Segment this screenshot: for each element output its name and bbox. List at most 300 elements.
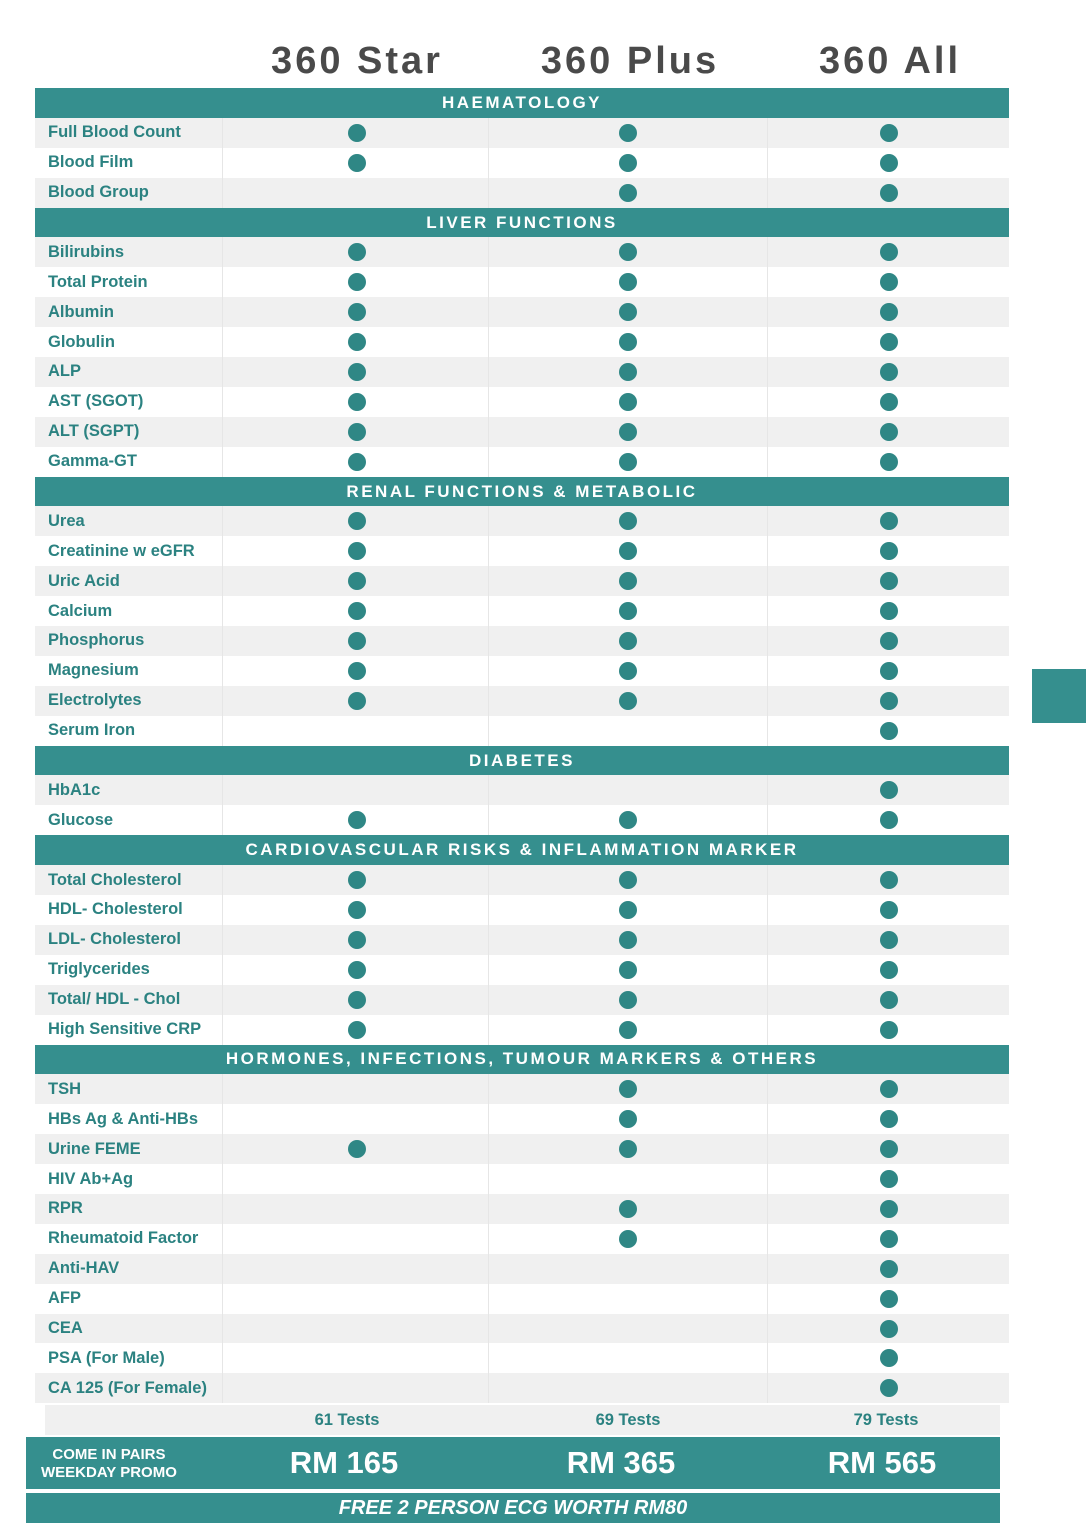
test-row [35,1074,1009,1104]
column-divider [767,775,768,805]
column-divider [767,925,768,955]
test-name: Uric Acid [48,571,120,590]
column-divider [222,267,223,297]
column-divider [488,357,489,387]
included-dot-icon [348,602,366,620]
column-divider [222,865,223,895]
test-name: Total Cholesterol [48,870,182,889]
test-row [35,1284,1009,1314]
included-dot-icon [619,243,637,261]
test-name: Magnesium [48,661,139,680]
section-title: DIABETES [469,750,575,770]
promo-bar [26,1437,1000,1489]
test-row [35,178,1009,208]
column-divider [222,686,223,716]
test-name: Rheumatoid Factor [48,1229,199,1248]
column-divider [222,1343,223,1373]
included-dot-icon [619,1140,637,1158]
test-row [35,925,1009,955]
included-dot-icon [348,542,366,560]
included-dot-icon [880,632,898,650]
column-divider [222,357,223,387]
included-dot-icon [619,154,637,172]
column-divider [767,1314,768,1344]
included-dot-icon [880,273,898,291]
included-dot-icon [619,333,637,351]
test-row [35,1224,1009,1254]
test-name: Total Protein [48,272,148,291]
column-divider [222,1015,223,1045]
column-divider [767,596,768,626]
price-all: RM 565 [827,1445,937,1480]
column-divider [222,148,223,178]
column-divider [488,1074,489,1104]
included-dot-icon [880,1290,898,1308]
column-divider [767,865,768,895]
test-row [35,1373,1009,1403]
included-dot-icon [619,572,637,590]
column-divider [488,1284,489,1314]
totals-row [45,1405,1000,1435]
test-name: AFP [48,1289,81,1308]
column-divider [488,596,489,626]
test-row [35,566,1009,596]
plan-name-all: 360 All [818,40,962,82]
column-divider [488,805,489,835]
test-row [35,148,1009,178]
price-star: RM 165 [289,1445,399,1480]
test-row [35,1314,1009,1344]
test-name: RPR [48,1199,83,1218]
test-row [35,1164,1009,1194]
column-divider [767,955,768,985]
total-star: 61 Tests [314,1410,380,1429]
side-tab[interactable] [1032,669,1086,723]
included-dot-icon [880,184,898,202]
column-divider [767,237,768,267]
test-row [35,417,1009,447]
test-row [35,267,1009,297]
column-divider [488,1015,489,1045]
column-divider [767,1254,768,1284]
column-divider [767,626,768,656]
test-row [35,1343,1009,1373]
included-dot-icon [880,811,898,829]
test-row [35,716,1009,746]
test-name: Phosphorus [48,631,145,650]
test-name: Blood Group [48,183,149,202]
column-divider [767,417,768,447]
included-dot-icon [619,423,637,441]
included-dot-icon [348,572,366,590]
column-divider [222,1314,223,1344]
test-name: Blood Film [48,153,134,172]
column-divider [488,686,489,716]
column-divider [222,1074,223,1104]
included-dot-icon [348,512,366,530]
test-row [35,865,1009,895]
column-divider [488,1134,489,1164]
included-dot-icon [880,1080,898,1098]
column-divider [488,1194,489,1224]
included-dot-icon [880,154,898,172]
column-divider [767,118,768,148]
column-divider [222,1164,223,1194]
ecg-offer-bar [26,1493,1000,1523]
section-header [35,835,1009,865]
column-divider [222,327,223,357]
column-divider [767,178,768,208]
ecg-offer-text: FREE 2 PERSON ECG WORTH RM80 [338,1496,688,1519]
column-divider [488,1314,489,1344]
column-divider [767,686,768,716]
column-divider [767,267,768,297]
included-dot-icon [619,692,637,710]
test-name: HbA1c [48,780,101,799]
included-dot-icon [880,124,898,142]
test-name: PSA (For Male) [48,1348,165,1367]
test-row [35,805,1009,835]
column-divider [488,1104,489,1134]
column-divider [488,566,489,596]
section-title: HORMONES, INFECTIONS, TUMOUR MARKERS & OTHERS [225,1049,819,1069]
column-divider [222,1194,223,1224]
included-dot-icon [619,273,637,291]
section-title: HAEMATOLOGY [441,92,603,112]
included-dot-icon [880,453,898,471]
column-divider [222,985,223,1015]
column-divider [488,955,489,985]
total-all: 79 Tests [853,1410,919,1429]
column-divider [488,865,489,895]
column-divider [222,1104,223,1134]
column-divider [488,1224,489,1254]
column-divider [488,506,489,536]
included-dot-icon [880,1349,898,1367]
column-divider [767,297,768,327]
included-dot-icon [619,1021,637,1039]
section-title: CARDIOVASCULAR RISKS & INFLAMMATION MARKER [245,840,799,860]
test-row [35,387,1009,417]
test-row [35,686,1009,716]
column-divider [488,1343,489,1373]
included-dot-icon [880,1140,898,1158]
included-dot-icon [619,453,637,471]
section-header [35,746,1009,776]
column-divider [488,237,489,267]
included-dot-icon [348,662,366,680]
test-row [35,775,1009,805]
column-divider [222,566,223,596]
included-dot-icon [619,184,637,202]
test-row [35,237,1009,267]
section-header [35,208,1009,238]
test-name: Creatinine w eGFR [48,541,195,560]
test-name: High Sensitive CRP [48,1020,202,1039]
included-dot-icon [880,542,898,560]
column-divider [222,596,223,626]
test-row [35,118,1009,148]
included-dot-icon [619,1110,637,1128]
column-divider [222,297,223,327]
included-dot-icon [348,692,366,710]
test-name: HBs Ag & Anti-HBs [48,1109,199,1128]
section-title: RENAL FUNCTIONS & METABOLIC [346,481,698,501]
section-title: LIVER FUNCTIONS [426,212,618,232]
test-name: TSH [48,1079,81,1098]
included-dot-icon [880,692,898,710]
column-divider [222,536,223,566]
test-name: Electrolytes [48,691,142,710]
test-row [35,1134,1009,1164]
column-divider [767,1224,768,1254]
column-divider [488,118,489,148]
column-divider [222,656,223,686]
included-dot-icon [348,243,366,261]
column-divider [767,1015,768,1045]
test-name: Triglycerides [48,960,150,979]
promo-label [41,1446,177,1482]
column-divider [222,447,223,477]
column-divider [488,327,489,357]
included-dot-icon [619,632,637,650]
included-dot-icon [619,303,637,321]
plan-name-star: 360 Star [271,40,443,82]
test-name: CA 125 (For Female) [48,1378,207,1397]
test-name: ALT (SGPT) [48,422,140,441]
included-dot-icon [880,602,898,620]
column-divider [222,955,223,985]
column-divider [488,626,489,656]
column-divider [488,387,489,417]
included-dot-icon [619,662,637,680]
test-row [35,1015,1009,1045]
column-divider [767,656,768,686]
included-dot-icon [619,991,637,1009]
section-header [35,477,1009,507]
test-name: Glucose [48,810,114,829]
included-dot-icon [348,393,366,411]
test-name: Albumin [48,302,114,321]
included-dot-icon [880,662,898,680]
test-row [35,297,1009,327]
included-dot-icon [619,931,637,949]
column-divider [488,417,489,447]
test-row [35,357,1009,387]
column-divider [488,148,489,178]
column-divider [222,417,223,447]
included-dot-icon [880,572,898,590]
test-name: LDL- Cholesterol [48,930,181,949]
column-divider [488,1373,489,1403]
included-dot-icon [880,1260,898,1278]
column-divider [222,805,223,835]
column-divider [222,775,223,805]
included-dot-icon [880,722,898,740]
test-name: ALP [48,362,81,381]
column-divider [488,775,489,805]
included-dot-icon [619,961,637,979]
column-divider [767,1134,768,1164]
column-divider [488,1254,489,1284]
test-name: Calcium [48,601,113,620]
column-divider [222,1134,223,1164]
column-divider [222,387,223,417]
section-header [35,1045,1009,1075]
included-dot-icon [880,333,898,351]
test-row [35,327,1009,357]
column-divider [767,536,768,566]
column-divider [488,895,489,925]
test-row [35,895,1009,925]
included-dot-icon [619,124,637,142]
included-dot-icon [619,393,637,411]
test-name: Serum Iron [48,721,136,740]
included-dot-icon [880,423,898,441]
column-divider [767,895,768,925]
column-divider [767,447,768,477]
test-row [35,985,1009,1015]
included-dot-icon [348,871,366,889]
comparison-table [35,88,1009,1403]
test-name: Urine FEME [48,1139,141,1158]
included-dot-icon [880,1200,898,1218]
column-divider [222,178,223,208]
column-divider [488,985,489,1015]
price-plus: RM 365 [566,1445,676,1480]
column-divider [767,1373,768,1403]
test-row [35,1194,1009,1224]
included-dot-icon [880,1320,898,1338]
included-dot-icon [348,1021,366,1039]
test-name: Globulin [48,332,115,351]
included-dot-icon [348,991,366,1009]
included-dot-icon [619,1230,637,1248]
column-divider [488,1164,489,1194]
included-dot-icon [880,901,898,919]
column-divider [767,805,768,835]
included-dot-icon [880,243,898,261]
test-row [35,596,1009,626]
included-dot-icon [348,1140,366,1158]
test-name: Anti-HAV [48,1259,120,1278]
column-divider [222,237,223,267]
column-divider [222,716,223,746]
test-row [35,447,1009,477]
included-dot-icon [619,512,637,530]
test-name: Gamma-GT [48,452,137,471]
column-divider [222,925,223,955]
included-dot-icon [880,1021,898,1039]
included-dot-icon [348,811,366,829]
column-divider [222,506,223,536]
test-name: Total/ HDL - Chol [48,990,181,1009]
column-divider [767,1164,768,1194]
included-dot-icon [348,124,366,142]
column-divider [222,1373,223,1403]
included-dot-icon [880,512,898,530]
column-divider [488,656,489,686]
column-divider [488,925,489,955]
included-dot-icon [880,961,898,979]
test-name: HDL- Cholesterol [48,900,183,919]
column-divider [767,148,768,178]
included-dot-icon [880,1230,898,1248]
column-divider [488,178,489,208]
included-dot-icon [619,901,637,919]
test-row [35,1254,1009,1284]
included-dot-icon [348,901,366,919]
test-row [35,656,1009,686]
column-divider [222,626,223,656]
column-divider [488,536,489,566]
column-divider [767,566,768,596]
included-dot-icon [880,363,898,381]
included-dot-icon [880,1110,898,1128]
column-divider [767,1194,768,1224]
column-divider [222,1254,223,1284]
column-divider [767,387,768,417]
test-name: AST (SGOT) [48,392,144,411]
promo-label-line2: WEEKDAY PROMO [41,1464,177,1481]
included-dot-icon [348,273,366,291]
included-dot-icon [880,1170,898,1188]
column-divider [767,1343,768,1373]
test-name: Urea [48,511,85,530]
plan-name-plus: 360 Plus [540,40,720,82]
included-dot-icon [880,1379,898,1397]
included-dot-icon [619,871,637,889]
included-dot-icon [880,393,898,411]
included-dot-icon [880,931,898,949]
included-dot-icon [348,154,366,172]
test-row [35,506,1009,536]
included-dot-icon [619,811,637,829]
included-dot-icon [348,453,366,471]
included-dot-icon [348,632,366,650]
column-divider [767,985,768,1015]
included-dot-icon [348,363,366,381]
included-dot-icon [619,1200,637,1218]
test-row [35,1104,1009,1134]
column-divider [222,895,223,925]
column-divider [767,1284,768,1314]
test-name: CEA [48,1318,83,1337]
included-dot-icon [880,303,898,321]
column-divider [767,506,768,536]
included-dot-icon [619,602,637,620]
column-divider [488,297,489,327]
included-dot-icon [348,961,366,979]
section-header [35,88,1009,118]
included-dot-icon [348,423,366,441]
promo-label-line1: COME IN PAIRS [52,1446,166,1463]
column-divider [767,716,768,746]
included-dot-icon [880,871,898,889]
column-divider [767,357,768,387]
column-divider [222,1224,223,1254]
column-divider [767,1104,768,1134]
plan-header [222,40,1009,88]
column-divider [767,1074,768,1104]
included-dot-icon [348,303,366,321]
column-divider [767,327,768,357]
test-row [35,626,1009,656]
included-dot-icon [619,1080,637,1098]
included-dot-icon [348,333,366,351]
column-divider [488,447,489,477]
total-plus: 69 Tests [595,1410,661,1429]
